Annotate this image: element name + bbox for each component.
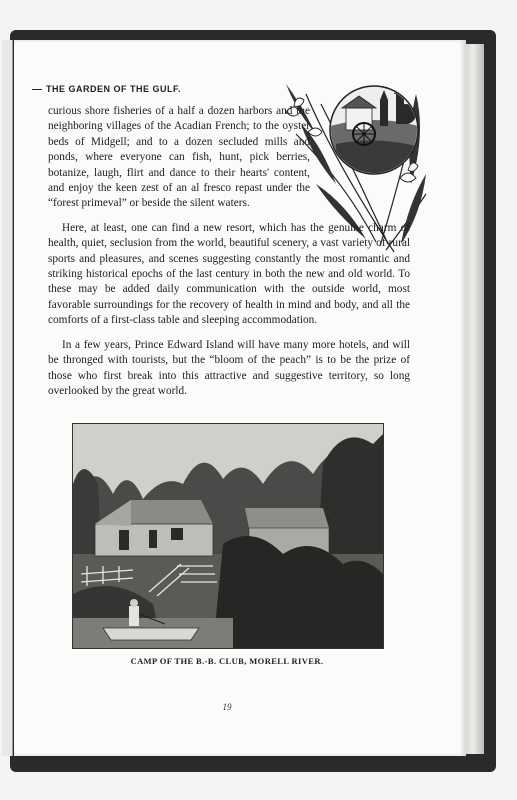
page-number: 19 [222,702,232,712]
photo-caption: CAMP OF THE B.-B. CLUB, MORELL RIVER. [130,656,324,666]
running-head [32,84,181,94]
paragraph-3: In a few years, Prince Edward Island will have many more hotels, and will be thronged with tourists, but the “bloom of the peach” is to be the prize of those who first break into this attractive and suggestive territory, so long overlooked by the great world. [48,338,410,397]
page-stack-edge [466,44,484,754]
running-head-rule [32,89,42,90]
running-head-text: THE GARDEN OF THE GULF. [46,84,181,94]
body-text [48,104,410,399]
facing-page-edge [2,40,13,756]
paragraph-1: curious shore fisheries of a half a dozen harbors and the neighboring villages of the Acadian French; to the oyster beds of Midgell; and to a dozen secluded mills and ponds, where everyone can fish, hunt, pick berries, botanize, laugh, flirt and dance to their hearts' content, and enjoy the keen zest of an al fresco repast under the “forest primeval” or beside the silent waters. [48,105,310,210]
paragraph-2: Here, at least, one can find a new resort, which has the genuine charm of health, quiet, seclusion from the world, beautiful scenery, a vast variety of rural sports and pleasures, and scenes suggesting constantly the most romantic and striking historical epochs of the last century in both the new and old world. To these may be added daily communication with the outside world, most favorable surroundings for the recovery of health in mind and body, and all the comforts of a first-class table and sleeping accommodation. [48,221,410,327]
camp-photograph [72,423,384,649]
